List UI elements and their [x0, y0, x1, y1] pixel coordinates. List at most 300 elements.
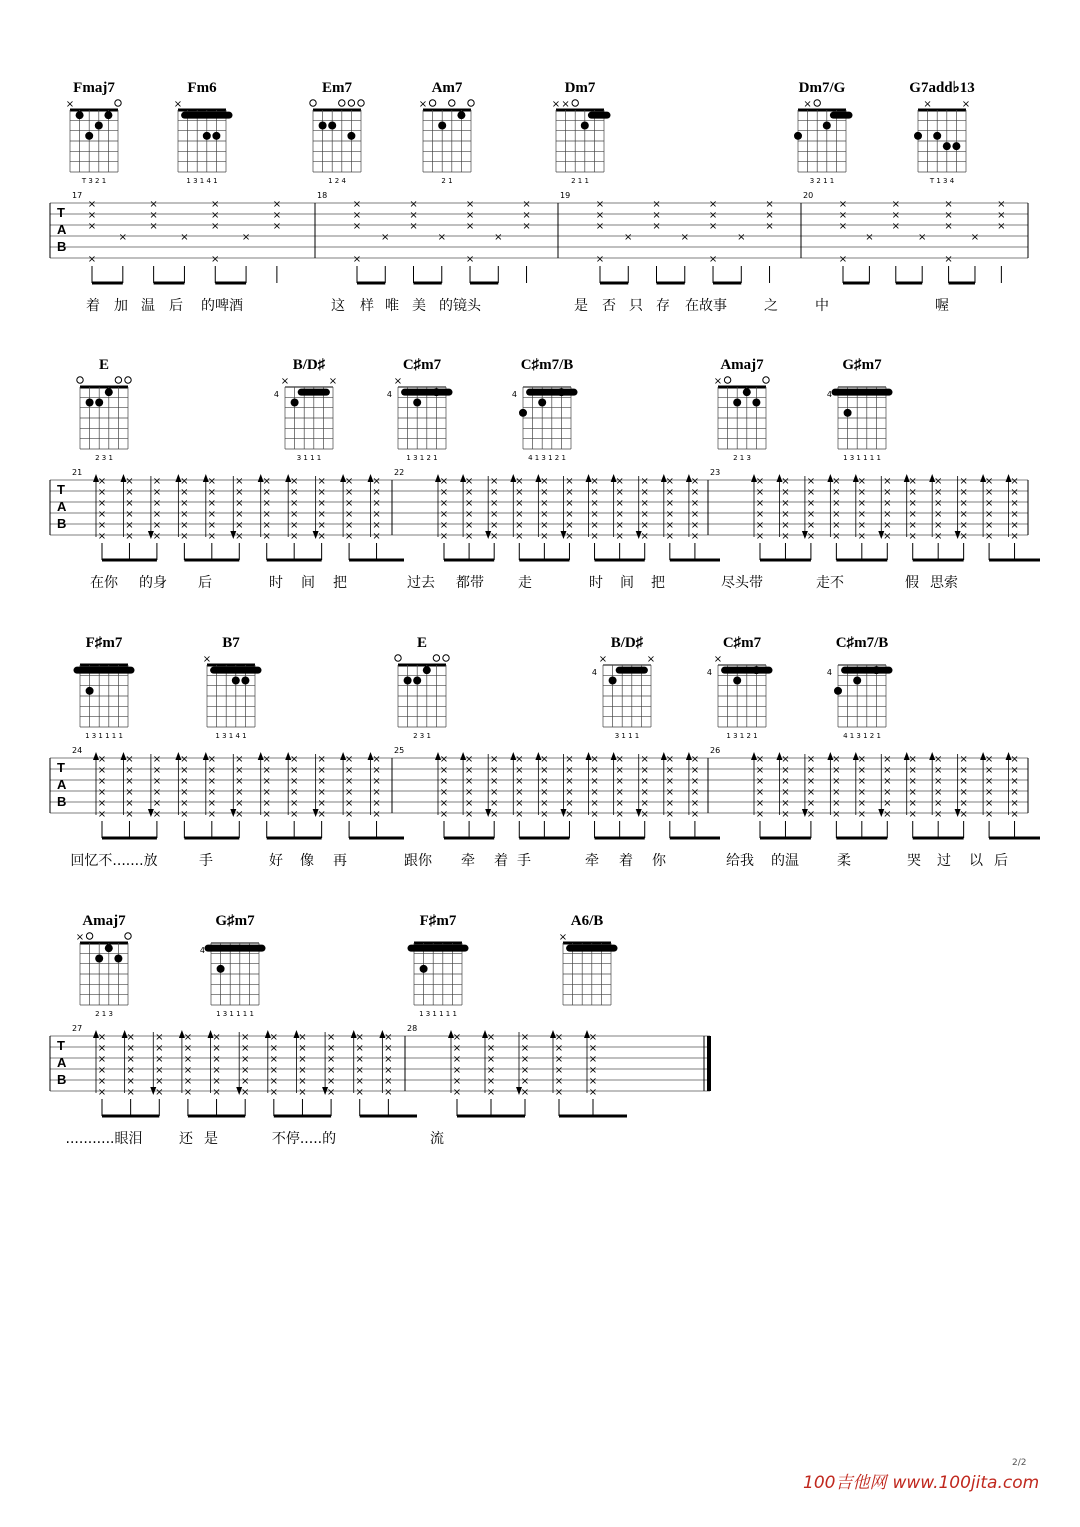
- tab-x-note: ×: [755, 476, 765, 487]
- finger-dot: [823, 122, 831, 130]
- finger-dot: [232, 677, 240, 685]
- tab-x-note: ×: [665, 809, 675, 820]
- tab-x-note: ×: [755, 509, 765, 520]
- tab-x-note: ×: [806, 476, 816, 487]
- finger-dot: [557, 388, 565, 396]
- open-string-marker: [339, 100, 345, 106]
- chord-diagram: [387, 357, 449, 462]
- finger-dot: [86, 687, 94, 695]
- tab-x-note: ×: [289, 498, 299, 509]
- tab-x-note: ×: [344, 520, 354, 531]
- tab-x-note: ×: [355, 1076, 364, 1087]
- tab-x-note: ×: [908, 487, 917, 498]
- tab-x-note: ×: [489, 498, 499, 509]
- bar-number: 23: [710, 468, 721, 477]
- tab-clef-letter: B: [57, 794, 67, 809]
- finger-numbers: 2 1: [441, 177, 453, 185]
- lyric-word: 加: [114, 298, 128, 314]
- lyric-word: 是: [204, 1131, 218, 1147]
- tab-x-note: ×: [554, 1076, 564, 1087]
- muted-string-marker: ×: [713, 376, 723, 387]
- tab-x-note: ×: [554, 1043, 564, 1054]
- tab-x-note: ×: [1010, 487, 1019, 498]
- tab-x-note: ×: [207, 509, 217, 520]
- tab-x-note: ×: [180, 509, 189, 520]
- tab-x-note: ×: [298, 1054, 307, 1065]
- finger-numbers: 2 3 1: [413, 732, 431, 740]
- lyric-word: 中: [815, 298, 829, 314]
- tab-x-note: ×: [891, 221, 900, 232]
- tab-x-note: ×: [152, 809, 162, 820]
- tab-x-note: ×: [515, 476, 524, 487]
- lyric-word: 都带: [456, 575, 484, 591]
- tab-x-note: ×: [289, 765, 299, 776]
- finger-numbers: 2 1 3: [95, 1010, 113, 1018]
- tab-x-note: ×: [970, 232, 980, 243]
- open-string-marker: [449, 100, 455, 106]
- lyric-word: 好: [269, 853, 283, 869]
- tab-x-note: ×: [984, 531, 994, 542]
- chord-diagram: [794, 80, 849, 185]
- tab-x-note: ×: [615, 809, 624, 820]
- tab-x-note: ×: [125, 787, 134, 798]
- finger-dot: [457, 111, 465, 119]
- tab-x-note: ×: [489, 809, 499, 820]
- tab-x-note: ×: [540, 754, 549, 765]
- tab-x-note: ×: [708, 254, 718, 265]
- lyric-word: 的镜头: [439, 298, 481, 314]
- bar-number: 28: [407, 1024, 418, 1033]
- tab-clef-letter: A: [57, 777, 67, 792]
- finger-dot: [76, 111, 84, 119]
- tab-x-note: ×: [959, 754, 968, 765]
- tab-x-note: ×: [565, 509, 574, 520]
- tab-x-note: ×: [207, 798, 217, 809]
- tab-x-note: ×: [486, 1076, 496, 1087]
- tab-x-note: ×: [652, 210, 661, 221]
- tab-x-note: ×: [486, 1032, 496, 1043]
- tab-x-note: ×: [262, 531, 271, 542]
- tab-x-note: ×: [384, 1065, 393, 1076]
- lyric-word: 不停.....的: [271, 1131, 337, 1147]
- tab-x-note: ×: [883, 498, 892, 509]
- tab-x-note: ×: [908, 754, 917, 765]
- finger-numbers: 1 3 1 2 1: [406, 454, 438, 462]
- tab-x-note: ×: [269, 1065, 279, 1076]
- tab-x-note: ×: [640, 776, 649, 787]
- tab-x-note: ×: [883, 809, 892, 820]
- open-string-marker: [310, 100, 316, 106]
- tab-x-note: ×: [125, 498, 134, 509]
- tab-x-note: ×: [944, 210, 953, 221]
- tab-x-note: ×: [125, 509, 134, 520]
- tab-x-note: ×: [1010, 754, 1019, 765]
- tab-x-note: ×: [590, 809, 599, 820]
- tab-x-note: ×: [152, 520, 162, 531]
- tab-x-note: ×: [565, 520, 574, 531]
- tab-x-note: ×: [489, 798, 499, 809]
- tab-x-note: ×: [515, 520, 524, 531]
- tab-x-note: ×: [515, 787, 524, 798]
- tab-x-note: ×: [97, 1054, 107, 1065]
- tab-x-note: ×: [97, 487, 107, 498]
- tab-x-note: ×: [540, 498, 549, 509]
- chord-name: Fmaj7: [73, 80, 115, 96]
- tab-x-note: ×: [180, 765, 189, 776]
- tab-x-note: ×: [806, 498, 816, 509]
- tab-x-note: ×: [1010, 509, 1019, 520]
- finger-numbers: T 1 3 4: [929, 177, 955, 185]
- finger-numbers: 4 1 3 1 2 1: [843, 732, 881, 740]
- tab-x-note: ×: [464, 754, 474, 765]
- tab-x-note: ×: [520, 1076, 530, 1087]
- tab-x-note: ×: [640, 476, 649, 487]
- tab-x-note: ×: [489, 487, 499, 498]
- tab-x-note: ×: [317, 476, 326, 487]
- tab-x-note: ×: [1010, 809, 1019, 820]
- muted-string-marker: ×: [328, 376, 338, 387]
- tab-x-note: ×: [1010, 476, 1019, 487]
- tab-x-note: ×: [665, 531, 675, 542]
- tab-x-note: ×: [289, 509, 299, 520]
- lyric-word: 手: [199, 853, 213, 869]
- tab-x-note: ×: [959, 487, 968, 498]
- tab-x-note: ×: [959, 509, 968, 520]
- lyric-word: 的啤酒: [201, 298, 243, 314]
- tab-x-note: ×: [554, 1065, 564, 1076]
- tab-clef-letter: A: [57, 222, 67, 237]
- tab-x-note: ×: [289, 787, 299, 798]
- tab-x-note: ×: [97, 809, 107, 820]
- tab-x-note: ×: [207, 787, 217, 798]
- lyric-word: 唯: [385, 298, 399, 314]
- tab-x-note: ×: [652, 199, 661, 210]
- tab-x-note: ×: [355, 1043, 364, 1054]
- tab-x-note: ×: [832, 754, 841, 765]
- tab-x-note: ×: [298, 1087, 307, 1098]
- tab-x-note: ×: [781, 765, 790, 776]
- lyric-word: 把: [333, 575, 347, 591]
- tab-x-note: ×: [97, 1076, 107, 1087]
- tab-x-note: ×: [520, 1043, 530, 1054]
- finger-dot: [581, 122, 589, 130]
- tab-x-note: ×: [344, 809, 354, 820]
- tab-x-note: ×: [211, 221, 220, 232]
- tab-x-note: ×: [933, 476, 943, 487]
- tab-x-note: ×: [944, 221, 953, 232]
- tab-x-note: ×: [908, 798, 917, 809]
- tab-x-note: ×: [640, 531, 649, 542]
- finger-dot: [95, 399, 103, 407]
- muted-string-marker: ×: [393, 376, 403, 387]
- tab-x-note: ×: [235, 520, 244, 531]
- open-string-marker: [125, 933, 131, 939]
- finger-dot: [519, 409, 527, 417]
- tab-x-note: ×: [588, 1043, 598, 1054]
- tab-x-note: ×: [240, 1043, 250, 1054]
- chord-name: Dm7/G: [798, 80, 846, 96]
- tab-x-note: ×: [857, 476, 867, 487]
- tab-x-note: ×: [959, 498, 968, 509]
- tab-x-note: ×: [883, 487, 892, 498]
- tab-x-note: ×: [465, 254, 475, 265]
- lyric-word: 思索: [930, 575, 958, 591]
- chord-diagram: [827, 357, 889, 462]
- tab-x-note: ×: [520, 1054, 530, 1065]
- finger-dot: [241, 677, 249, 685]
- tab-x-note: ×: [806, 809, 816, 820]
- tab-x-note: ×: [439, 498, 449, 509]
- tab-x-note: ×: [125, 520, 134, 531]
- tab-x-note: ×: [464, 787, 474, 798]
- tab-x-note: ×: [494, 232, 503, 243]
- lyric-word: 之: [764, 298, 778, 314]
- tab-x-note: ×: [665, 765, 675, 776]
- tab-x-note: ×: [708, 221, 718, 232]
- tab-x-note: ×: [352, 221, 362, 232]
- tab-x-note: ×: [384, 1043, 393, 1054]
- tab-x-note: ×: [765, 221, 774, 232]
- finger-numbers: 1 3 1 1 1 1: [85, 732, 123, 740]
- tab-x-note: ×: [372, 787, 381, 798]
- tab-x-note: ×: [781, 498, 790, 509]
- tab-x-note: ×: [240, 1087, 250, 1098]
- tab-x-note: ×: [212, 1087, 221, 1098]
- tab-x-note: ×: [1010, 787, 1019, 798]
- tab-x-note: ×: [126, 1032, 135, 1043]
- tab-x-note: ×: [207, 520, 217, 531]
- tab-x-note: ×: [540, 787, 549, 798]
- tab-x-note: ×: [933, 754, 943, 765]
- tab-x-note: ×: [515, 798, 524, 809]
- chord-name: C♯m7: [722, 635, 762, 651]
- tab-x-note: ×: [640, 509, 649, 520]
- finger-numbers: T 3 2 1: [81, 177, 107, 185]
- tab-x-note: ×: [464, 531, 474, 542]
- tab-x-note: ×: [317, 531, 326, 542]
- tab-x-note: ×: [97, 1087, 107, 1098]
- lyric-word: 跟你: [404, 853, 432, 869]
- finger-dot: [733, 677, 741, 685]
- tab-x-note: ×: [452, 1054, 462, 1065]
- tab-x-note: ×: [152, 754, 162, 765]
- tab-x-note: ×: [344, 509, 354, 520]
- tab-x-note: ×: [755, 776, 765, 787]
- chord-name: B/D♯: [610, 635, 644, 651]
- lyric-word: 柔: [837, 853, 851, 869]
- bar-number: 24: [72, 746, 83, 755]
- tab-x-note: ×: [155, 1087, 164, 1098]
- chord-diagram: [714, 357, 769, 462]
- tab-x-note: ×: [352, 199, 362, 210]
- tab-x-note: ×: [665, 520, 675, 531]
- bar-number: 20: [803, 191, 814, 200]
- tab-x-note: ×: [183, 1076, 193, 1087]
- muted-string-marker: ×: [561, 99, 570, 110]
- tab-x-note: ×: [97, 754, 107, 765]
- tab-x-note: ×: [857, 809, 867, 820]
- open-string-marker: [115, 100, 121, 106]
- chord-name: G♯m7: [215, 913, 255, 929]
- tab-x-note: ×: [489, 509, 499, 520]
- tab-x-note: ×: [755, 520, 765, 531]
- tab-clef-letter: A: [57, 1055, 67, 1070]
- tab-x-note: ×: [708, 199, 718, 210]
- tab-x-note: ×: [665, 787, 675, 798]
- tab-x-note: ×: [87, 221, 97, 232]
- tab-x-note: ×: [183, 1065, 193, 1076]
- finger-numbers: 3 1 1 1: [614, 732, 640, 740]
- tab-x-note: ×: [565, 754, 574, 765]
- finger-dot: [95, 955, 103, 963]
- tab-x-note: ×: [372, 520, 381, 531]
- lyric-word: 是: [574, 298, 588, 314]
- lyric-word: 后: [994, 853, 1008, 869]
- open-string-marker: [348, 100, 354, 106]
- chord-name: B/D♯: [292, 357, 326, 373]
- tab-x-note: ×: [959, 765, 968, 776]
- tab-x-note: ×: [590, 787, 599, 798]
- chord-diagram: [66, 80, 121, 185]
- tab-x-note: ×: [326, 1076, 336, 1087]
- lyric-word: 像: [300, 853, 314, 869]
- tab-x-note: ×: [984, 520, 994, 531]
- tab-x-note: ×: [126, 1087, 135, 1098]
- finger-numbers: 1 3 1 4 1: [215, 732, 247, 740]
- tab-x-note: ×: [384, 1054, 393, 1065]
- tab-x-note: ×: [984, 776, 994, 787]
- tab-x-note: ×: [97, 1065, 107, 1076]
- lyric-word: 以: [969, 853, 983, 869]
- finger-dot: [212, 132, 220, 140]
- fret-position-label: 4: [511, 390, 517, 400]
- tab-x-note: ×: [540, 487, 549, 498]
- tab-x-note: ×: [665, 776, 675, 787]
- tab-x-note: ×: [183, 1043, 193, 1054]
- tab-x-note: ×: [540, 520, 549, 531]
- finger-dot: [853, 677, 861, 685]
- tab-x-note: ×: [933, 798, 943, 809]
- tab-x-note: ×: [152, 531, 162, 542]
- tab-x-note: ×: [883, 509, 892, 520]
- tab-x-note: ×: [344, 476, 354, 487]
- tab-x-note: ×: [262, 809, 271, 820]
- chord-name: B7: [222, 635, 240, 651]
- lyric-word: 间: [301, 575, 315, 591]
- tab-clef-letter: T: [57, 205, 65, 220]
- tab-x-note: ×: [590, 520, 599, 531]
- tab-x-note: ×: [984, 498, 994, 509]
- tab-x-note: ×: [615, 509, 624, 520]
- tab-x-note: ×: [439, 776, 449, 787]
- tab-x-note: ×: [565, 787, 574, 798]
- muted-string-marker: ×: [75, 932, 85, 943]
- tab-x-note: ×: [755, 487, 765, 498]
- open-string-marker: [125, 377, 131, 383]
- tab-x-note: ×: [149, 221, 158, 232]
- lyric-word: 时: [269, 575, 283, 591]
- tab-x-note: ×: [344, 487, 354, 498]
- tab-x-note: ×: [590, 498, 599, 509]
- tab-x-note: ×: [1010, 520, 1019, 531]
- chord-name: F♯m7: [419, 913, 457, 929]
- watermark-url: www.100jita.com: [892, 1473, 1040, 1493]
- tab-x-note: ×: [439, 765, 449, 776]
- finger-dot: [752, 399, 760, 407]
- chord-diagram: [77, 635, 131, 740]
- tab-x-note: ×: [317, 754, 326, 765]
- rhythm-notation: [93, 1030, 627, 1116]
- tab-x-note: ×: [486, 1043, 496, 1054]
- tab-x-note: ×: [615, 787, 624, 798]
- muted-string-marker: ×: [713, 654, 723, 665]
- tab-x-note: ×: [152, 509, 162, 520]
- tab-x-note: ×: [235, 776, 244, 787]
- finger-numbers: 3 1 1 1: [296, 454, 322, 462]
- tab-x-note: ×: [832, 498, 841, 509]
- tab-x-note: ×: [125, 798, 134, 809]
- tab-x-note: ×: [984, 509, 994, 520]
- tab-x-note: ×: [464, 509, 474, 520]
- tab-x-note: ×: [240, 1065, 250, 1076]
- tab-x-note: ×: [959, 809, 968, 820]
- chord-diagram: [592, 635, 655, 740]
- tab-x-note: ×: [384, 1087, 393, 1098]
- tab-x-note: ×: [595, 254, 605, 265]
- tab-x-note: ×: [317, 487, 326, 498]
- tab-x-note: ×: [409, 210, 418, 221]
- tab-x-note: ×: [289, 520, 299, 531]
- tab-clef-letter: A: [57, 499, 67, 514]
- lyric-word: 着: [494, 853, 508, 869]
- tab-x-note: ×: [832, 798, 841, 809]
- tab-x-note: ×: [857, 520, 867, 531]
- tab-x-note: ×: [708, 210, 718, 221]
- tab-x-note: ×: [832, 765, 841, 776]
- open-string-marker: [395, 655, 401, 661]
- tab-x-note: ×: [806, 776, 816, 787]
- tab-x-note: ×: [344, 798, 354, 809]
- tab-x-note: ×: [235, 476, 244, 487]
- tab-x-note: ×: [97, 765, 107, 776]
- lyric-word: 后: [169, 298, 183, 314]
- tab-x-note: ×: [690, 531, 700, 542]
- tab-x-note: ×: [615, 487, 624, 498]
- finger-dot: [203, 132, 211, 140]
- tab-x-note: ×: [235, 531, 244, 542]
- finger-dot: [114, 955, 122, 963]
- tab-x-note: ×: [212, 1065, 221, 1076]
- site-watermark[interactable]: [803, 1468, 1039, 1493]
- finger-dot: [423, 666, 431, 674]
- tab-x-note: ×: [832, 520, 841, 531]
- tab-x-note: ×: [933, 765, 943, 776]
- muted-string-marker: ×: [923, 99, 932, 110]
- tab-x-note: ×: [289, 754, 299, 765]
- tab-x-note: ×: [97, 787, 107, 798]
- fret-position-label: 4: [591, 668, 597, 678]
- tab-x-note: ×: [891, 199, 900, 210]
- bar-number: 27: [72, 1024, 83, 1033]
- tab-x-note: ×: [180, 776, 189, 787]
- tab-x-note: ×: [262, 498, 271, 509]
- chord-name: C♯m7: [402, 357, 442, 373]
- tab-x-note: ×: [235, 509, 244, 520]
- muted-string-marker: ×: [598, 654, 608, 665]
- tab-x-note: ×: [207, 476, 217, 487]
- tab-x-note: ×: [959, 520, 968, 531]
- tab-x-note: ×: [125, 765, 134, 776]
